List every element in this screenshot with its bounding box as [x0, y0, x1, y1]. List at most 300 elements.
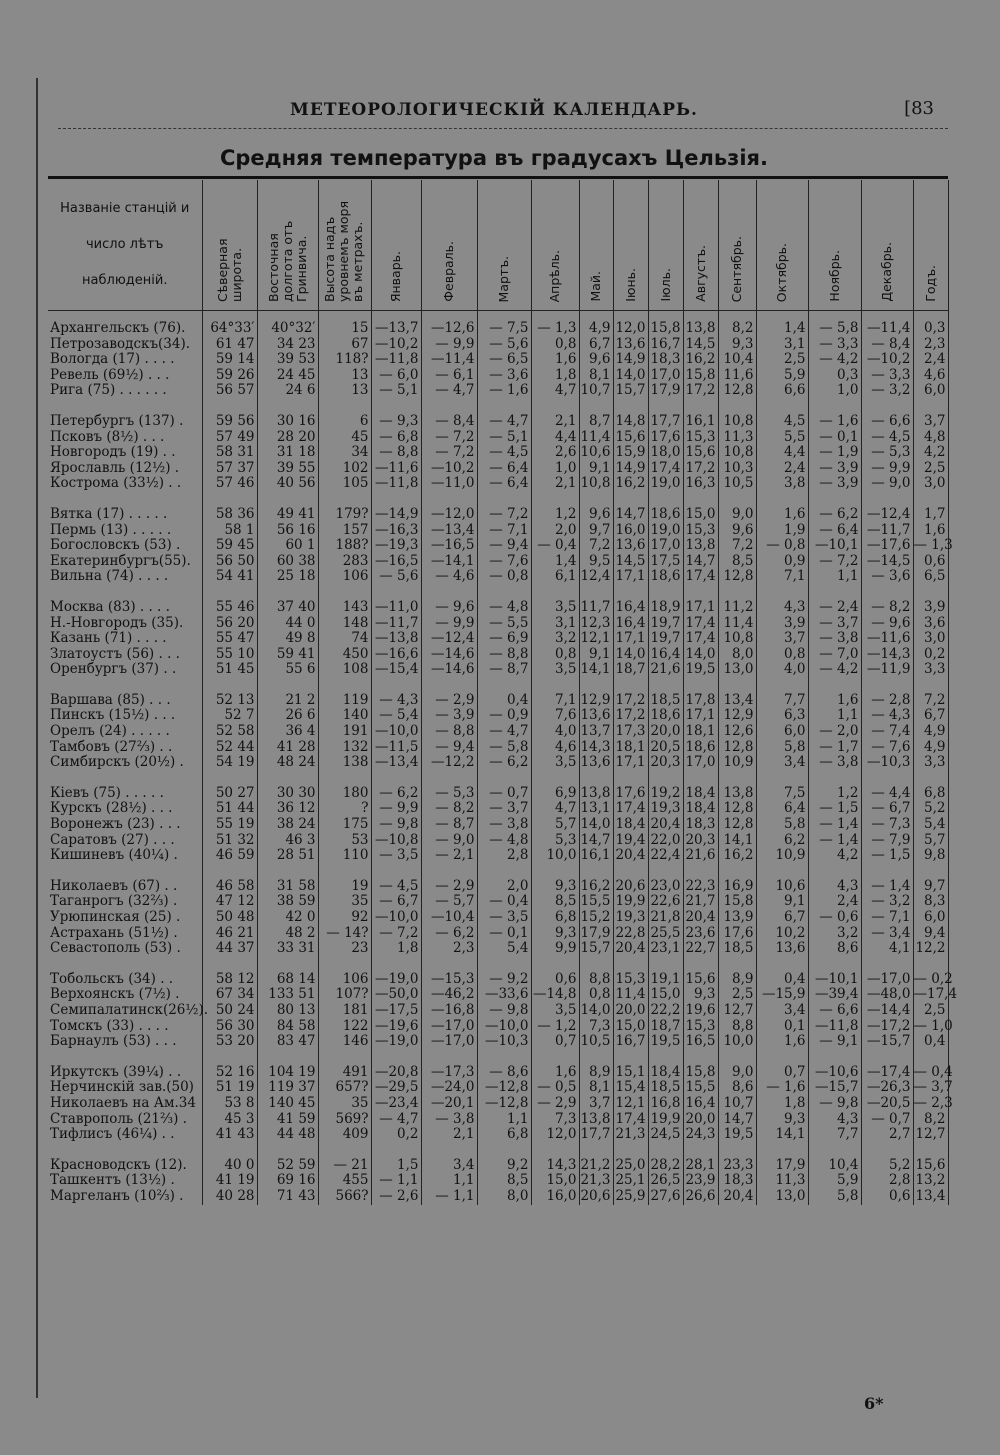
table-cell: 15,9	[613, 445, 648, 461]
table-row	[48, 987, 948, 1003]
station-name: Кишиневъ (40¼) .	[48, 848, 202, 864]
spacer-cell	[48, 957, 202, 972]
table-cell: 52 13	[202, 693, 257, 709]
table-cell: 4,3	[808, 879, 861, 895]
col-jan	[371, 180, 421, 311]
table-row	[48, 569, 948, 585]
table-cell: 28 20	[257, 430, 318, 446]
table-cell: — 3,4	[861, 926, 913, 942]
table-cell: — 7,1	[477, 523, 531, 539]
table-cell: 2,5	[756, 352, 808, 368]
spacer-cell	[477, 771, 531, 786]
table-cell: —29,5	[371, 1080, 421, 1096]
station-name: Пермь (13) . . . . .	[48, 523, 202, 539]
table-cell: 19,5	[683, 662, 718, 678]
spacer-cell	[613, 399, 648, 414]
table-cell: — 7,5	[477, 311, 531, 337]
table-cell: 31 18	[257, 445, 318, 461]
table-cell: 21,2	[579, 1158, 613, 1174]
station-name: Богословскъ (53) .	[48, 538, 202, 554]
table-cell: 41 43	[202, 1127, 257, 1143]
table-cell: 4,3	[756, 600, 808, 616]
table-cell: 6,7	[579, 337, 613, 353]
table-cell: —19,0	[371, 1034, 421, 1050]
spacer-cell	[613, 678, 648, 693]
table-cell: — 6,4	[477, 476, 531, 492]
table-cell: — 4,3	[371, 693, 421, 709]
table-cell: 0,4	[756, 972, 808, 988]
spacer-cell	[718, 492, 756, 507]
table-cell: — 7,2	[421, 430, 477, 446]
spacer-cell	[421, 1143, 477, 1158]
table-cell: 13,1	[579, 801, 613, 817]
table-cell: 36 12	[257, 801, 318, 817]
table-cell: —17,0	[421, 1019, 477, 1035]
table-cell: 15,6	[683, 972, 718, 988]
table-cell: 491	[318, 1065, 371, 1081]
table-cell: 1,8	[531, 368, 579, 384]
col-sep	[718, 180, 756, 311]
col-apr	[531, 180, 579, 311]
table-cell: —10,3	[861, 755, 913, 771]
table-row	[48, 352, 948, 368]
col-lat-label: Сѣверная широта.	[214, 238, 244, 302]
table-cell: 13,2	[913, 1173, 948, 1189]
table-cell: 49 8	[257, 631, 318, 647]
table-cell: 11,4	[613, 987, 648, 1003]
spacer-cell	[318, 585, 371, 600]
table-cell: 107?	[318, 987, 371, 1003]
table-cell: 23,3	[718, 1158, 756, 1174]
table-cell: 13,0	[718, 662, 756, 678]
table-cell: 15	[318, 311, 371, 337]
col-jul-label: Іюль.	[657, 268, 673, 302]
table-row	[48, 507, 948, 523]
table-cell: 25,9	[613, 1189, 648, 1205]
table-cell: 1,1	[421, 1173, 477, 1189]
table-cell: 9,0	[718, 1065, 756, 1081]
table-cell: 132	[318, 740, 371, 756]
table-cell: — 0,4	[913, 1063, 953, 1080]
table-cell: 56 57	[202, 383, 257, 399]
spacer-cell	[421, 771, 477, 786]
table-cell: — 9,9	[861, 461, 913, 477]
table-row	[48, 693, 948, 709]
table-cell: 9,5	[579, 554, 613, 570]
table-cell: 10,4	[808, 1158, 861, 1174]
table-cell: 3,9	[756, 616, 808, 632]
table-cell: 10,0	[531, 848, 579, 864]
table-cell: 0,2	[371, 1127, 421, 1143]
table-cell: 0,8	[756, 647, 808, 663]
table-cell: 61 47	[202, 337, 257, 353]
table-cell: —23,4	[371, 1096, 421, 1112]
spacer-cell	[202, 492, 257, 507]
table-cell: — 5,1	[371, 383, 421, 399]
spacer-cell	[202, 585, 257, 600]
table-cell: —16,6	[371, 647, 421, 663]
table-cell: 5,8	[756, 817, 808, 833]
table-cell: 5,4	[913, 817, 948, 833]
table-cell: 15,3	[613, 972, 648, 988]
table-cell: 13	[318, 368, 371, 384]
table-cell: —15,7	[808, 1080, 861, 1096]
table-cell: — 9,9	[421, 337, 477, 353]
table-cell: —10,1	[808, 972, 861, 988]
table-cell: 6,1	[531, 569, 579, 585]
table-cell: — 3,2	[861, 383, 913, 399]
table-cell: —14,4	[861, 1003, 913, 1019]
station-name: Семипалатинск(26½).	[50, 1001, 209, 1018]
table-title: Средняя температура въ градусахъ Цельзія.	[219, 146, 769, 170]
table-cell: 38 24	[257, 817, 318, 833]
table-cell: 17,1	[613, 755, 648, 771]
spacer-cell	[756, 1050, 808, 1065]
table-cell: 3,6	[913, 616, 948, 632]
table-cell: —12,8	[477, 1080, 531, 1096]
table-cell: 10,5	[579, 1034, 613, 1050]
group-spacer	[48, 1143, 948, 1158]
table-cell: 3,9	[913, 600, 948, 616]
table-cell: 6,8	[913, 786, 948, 802]
table-cell: 15,8	[683, 1065, 718, 1081]
table-cell: — 3,6	[477, 368, 531, 384]
table-cell: — 8,6	[477, 1065, 531, 1081]
signature-mark: 6*	[864, 1394, 884, 1413]
table-cell: 60 1	[257, 538, 318, 554]
spacer-cell	[202, 864, 257, 879]
table-cell: 19,9	[613, 894, 648, 910]
table-cell: — 1,9	[808, 445, 861, 461]
table-cell: —50,0	[371, 987, 421, 1003]
table-cell: 188?	[318, 538, 371, 554]
table-cell: 40 56	[257, 476, 318, 492]
table-cell: 50 48	[202, 910, 257, 926]
table-cell: — 7,6	[861, 740, 913, 756]
table-row	[48, 1096, 948, 1112]
table-cell: 14,5	[613, 554, 648, 570]
spacer-cell	[421, 399, 477, 414]
table-row	[48, 817, 948, 833]
table-cell: 8,5	[718, 554, 756, 570]
table-row	[48, 1158, 948, 1174]
spacer-cell	[579, 585, 613, 600]
table-cell: 44 0	[257, 616, 318, 632]
table-cell: 18,5	[718, 941, 756, 957]
spacer-cell	[861, 399, 913, 414]
table-cell: 17,4	[613, 801, 648, 817]
table-row	[48, 538, 948, 554]
table-cell: 35	[318, 1096, 371, 1112]
table-row	[48, 383, 948, 399]
table-row	[48, 894, 948, 910]
table-cell: 1,5	[371, 1158, 421, 1174]
table-cell: —12,4	[421, 631, 477, 647]
table-cell: — 3,5	[371, 848, 421, 864]
table-cell: 0,1	[756, 1019, 808, 1035]
spacer-cell	[48, 864, 202, 879]
table-cell: 48 2	[257, 926, 318, 942]
spacer-cell	[613, 492, 648, 507]
table-cell: 25,1	[613, 1173, 648, 1189]
table-cell: — 4,8	[477, 833, 531, 849]
table-cell: 15,0	[613, 1019, 648, 1035]
table-cell: —11,8	[808, 1019, 861, 1035]
spacer-cell	[683, 1143, 718, 1158]
table-cell: 2,3	[421, 941, 477, 957]
table-cell: — 7,9	[861, 833, 913, 849]
table-cell: 0,8	[579, 987, 613, 1003]
spacer-cell	[531, 585, 579, 600]
table-cell: 7,3	[531, 1112, 579, 1128]
table-cell: 15,7	[579, 941, 613, 957]
table-cell: 6,7	[756, 910, 808, 926]
table-cell: 11,3	[756, 1173, 808, 1189]
table-cell: —17,3	[421, 1065, 477, 1081]
table-cell: 3,7	[579, 1096, 613, 1112]
group-spacer	[48, 957, 948, 972]
spacer-cell	[371, 678, 421, 693]
table-cell: 5,8	[756, 740, 808, 756]
table-cell: 19,7	[648, 631, 683, 647]
table-cell: 175	[318, 817, 371, 833]
table-cell: — 8,2	[861, 600, 913, 616]
table-cell: 0,3	[913, 311, 948, 337]
spacer-cell	[648, 1143, 683, 1158]
table-cell: 12,1	[579, 631, 613, 647]
spacer-cell	[202, 678, 257, 693]
table-cell: 566?	[318, 1189, 371, 1205]
table-cell: 13,8	[579, 786, 613, 802]
table-cell: 17,4	[683, 616, 718, 632]
spacer-cell	[718, 864, 756, 879]
table-cell: — 3,6	[861, 569, 913, 585]
table-cell: 56 30	[202, 1019, 257, 1035]
group-spacer	[48, 678, 948, 693]
table-cell: 67	[318, 337, 371, 353]
table-cell: 19,5	[648, 1034, 683, 1050]
table-cell: — 0,4	[477, 894, 531, 910]
table-cell: 8,8	[579, 972, 613, 988]
table-cell: 148	[318, 616, 371, 632]
spacer-cell	[808, 1143, 861, 1158]
table-cell: 7,2	[718, 538, 756, 554]
table-cell: — 1,5	[861, 848, 913, 864]
table-cell: 16,9	[718, 879, 756, 895]
station-name: Барнаулъ (53) . . .	[48, 1034, 202, 1050]
table-cell: 15,8	[718, 894, 756, 910]
spacer-cell	[913, 957, 948, 972]
spacer-cell	[718, 585, 756, 600]
table-cell: 25,5	[648, 926, 683, 942]
table-cell: 4,9	[579, 311, 613, 337]
table-cell: 57 46	[202, 476, 257, 492]
station-name: Н.-Новгородъ (35).	[48, 616, 202, 632]
table-cell: 14,0	[613, 368, 648, 384]
table-cell: — 2,9	[421, 693, 477, 709]
col-jun	[613, 180, 648, 311]
table-cell: — 8,8	[477, 647, 531, 663]
table-row	[48, 786, 948, 802]
table-cell: 2,6	[531, 445, 579, 461]
table-cell: 15,5	[579, 894, 613, 910]
table-cell: 12,8	[718, 817, 756, 833]
spacer-cell	[648, 492, 683, 507]
table-cell: 20,0	[683, 1112, 718, 1128]
table-cell: 12,1	[613, 1096, 648, 1112]
station-name: Псковъ (8½) . . .	[48, 430, 202, 446]
table-cell: 22,2	[648, 1003, 683, 1019]
table-cell: 119 37	[257, 1080, 318, 1096]
spacer-cell	[718, 771, 756, 786]
table-cell: — 6,7	[861, 801, 913, 817]
table-cell: — 3,9	[421, 708, 477, 724]
table-cell: 16,0	[613, 523, 648, 539]
table-cell: — 7,2	[477, 507, 531, 523]
table-cell: 7,7	[808, 1127, 861, 1143]
table-cell: 7,2	[579, 538, 613, 554]
table-cell: 28,2	[648, 1158, 683, 1174]
table-cell: 23,0	[648, 879, 683, 895]
table-cell: 10,5	[718, 476, 756, 492]
table-cell: 41 19	[202, 1173, 257, 1189]
table-cell: — 0,8	[477, 569, 531, 585]
table-cell: 51 19	[202, 1080, 257, 1096]
table-cell: 8,7	[579, 414, 613, 430]
table-cell: 21 2	[257, 693, 318, 709]
table-cell: 55 19	[202, 817, 257, 833]
station-name: Тамбовъ (27⅔) . .	[48, 740, 202, 756]
table-cell: 17,1	[613, 569, 648, 585]
table-cell: 21,3	[579, 1173, 613, 1189]
table-cell: 14,8	[613, 414, 648, 430]
table-cell: 46 58	[202, 879, 257, 895]
table-cell: 657?	[318, 1080, 371, 1096]
table-cell: — 5,6	[371, 569, 421, 585]
table-cell: 22,4	[648, 848, 683, 864]
table-row	[48, 1127, 948, 1143]
table-cell: 9,1	[756, 894, 808, 910]
spacer-cell	[477, 957, 531, 972]
table-cell: 68 14	[257, 972, 318, 988]
table-cell: 23	[318, 941, 371, 957]
table-cell: —19,0	[371, 972, 421, 988]
table-cell: 14,7	[613, 507, 648, 523]
table-cell: 25,0	[613, 1158, 648, 1174]
table-cell: 6,0	[913, 910, 948, 926]
table-cell: 0,6	[913, 554, 948, 570]
table-cell: 108	[318, 662, 371, 678]
table-cell: 17,6	[648, 430, 683, 446]
spacer-cell	[913, 771, 948, 786]
spacer-cell	[913, 1050, 948, 1065]
table-cell: 16,0	[531, 1189, 579, 1205]
table-cell: 10,8	[718, 445, 756, 461]
spacer-cell	[861, 864, 913, 879]
table-cell: — 14?	[318, 926, 371, 942]
spacer-cell	[371, 1050, 421, 1065]
table-cell: 17,6	[718, 926, 756, 942]
station-name: Ташкентъ (13½) .	[48, 1173, 202, 1189]
table-cell: 1,1	[808, 569, 861, 585]
table-cell: 0,7	[756, 1065, 808, 1081]
spacer-cell	[579, 678, 613, 693]
spacer-cell	[318, 771, 371, 786]
spacer-cell	[648, 864, 683, 879]
table-cell: 13,4	[718, 693, 756, 709]
spacer-cell	[318, 1050, 371, 1065]
table-cell: 5,7	[531, 817, 579, 833]
table-cell: 16,1	[579, 848, 613, 864]
spacer-cell	[808, 771, 861, 786]
table-cell: 17,9	[648, 383, 683, 399]
table-cell: 1,6	[913, 523, 948, 539]
table-row	[48, 879, 948, 895]
station-name: Петрозаводскъ(34).	[48, 337, 202, 353]
table-row	[48, 337, 948, 353]
table-cell: 17,4	[683, 569, 718, 585]
table-cell: — 5,3	[861, 445, 913, 461]
table-cell: —11,8	[371, 352, 421, 368]
spacer-cell	[683, 771, 718, 786]
table-cell: 52 7	[202, 708, 257, 724]
table-cell: —11,5	[371, 740, 421, 756]
table-cell: —16,8	[421, 1003, 477, 1019]
table-cell: 31 58	[257, 879, 318, 895]
spacer-cell	[756, 678, 808, 693]
table-cell: —19,6	[371, 1019, 421, 1035]
col-dec-label: Декабрь.	[879, 242, 894, 302]
table-cell: 9,7	[579, 523, 613, 539]
station-name: Севастополь (53) .	[48, 941, 202, 957]
station-name: Нерчинскій зав.(50)	[48, 1080, 202, 1096]
table-cell: —48,0	[861, 987, 913, 1003]
table-cell: — 0,2	[913, 970, 953, 987]
table-cell: 3,4	[756, 755, 808, 771]
col-alt	[318, 180, 371, 311]
table-cell: 3,4	[421, 1158, 477, 1174]
table-cell: 58 31	[202, 445, 257, 461]
table-cell: 8,3	[913, 894, 948, 910]
table-cell: —11,9	[861, 662, 913, 678]
table-row	[48, 1034, 948, 1050]
spacer-cell	[531, 1050, 579, 1065]
spacer-cell	[257, 771, 318, 786]
table-cell: 9,4	[913, 926, 948, 942]
table-cell: 1,1	[477, 1112, 531, 1128]
station-name: Саратовъ (27) . . .	[48, 833, 202, 849]
table-cell: — 0,4	[531, 538, 579, 554]
table-cell: — 2,3	[913, 1094, 953, 1111]
table-cell: 5,5	[756, 430, 808, 446]
table-cell: 3,1	[531, 616, 579, 632]
table-cell: —24,0	[421, 1080, 477, 1096]
table-cell: 12,8	[718, 801, 756, 817]
table-cell: 24 6	[257, 383, 318, 399]
table-cell: 2,8	[861, 1173, 913, 1189]
table-cell: 71 43	[257, 1189, 318, 1205]
spacer-cell	[371, 399, 421, 414]
table-cell: 1,6	[808, 693, 861, 709]
table-cell: 2,1	[421, 1127, 477, 1143]
table-cell: 18,5	[648, 1080, 683, 1096]
spacer-cell	[861, 771, 913, 786]
spacer-cell	[861, 1143, 913, 1158]
station-name: Варшава (85) . . .	[48, 693, 202, 709]
station-name: Тифлисъ (46¼) . .	[48, 1127, 202, 1143]
table-cell: 28,1	[683, 1158, 718, 1174]
table-cell: —17,6	[861, 538, 913, 554]
